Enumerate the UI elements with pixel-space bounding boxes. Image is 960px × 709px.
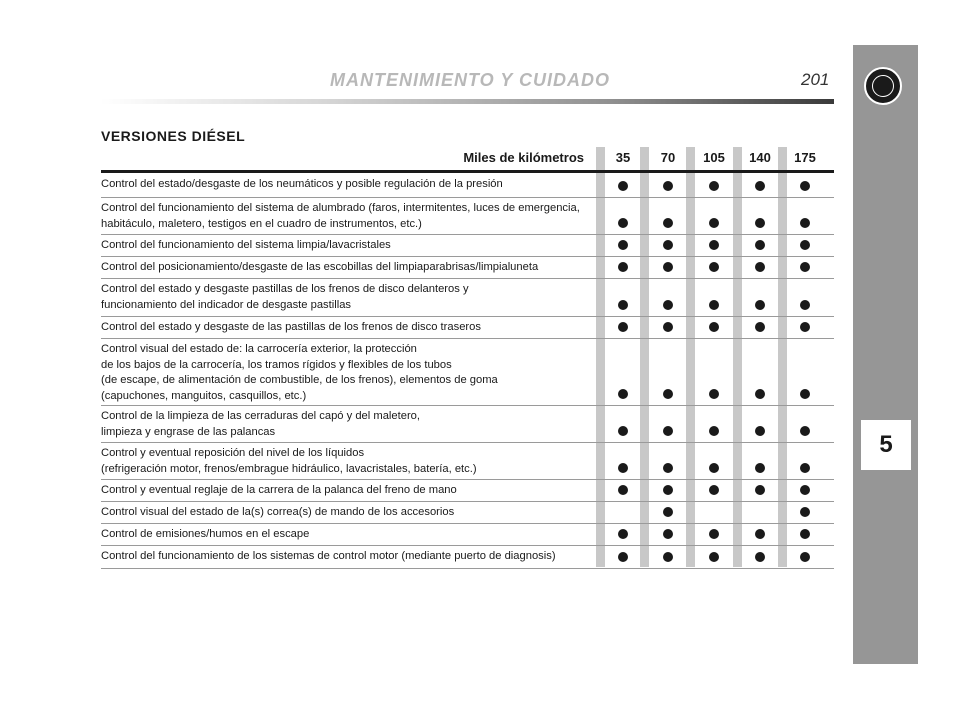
check-dot-icon — [663, 552, 673, 562]
check-dot-icon — [618, 463, 628, 473]
chapter-number: 5 — [861, 420, 911, 470]
page-number: 201 — [801, 70, 830, 89]
check-dot-icon — [618, 300, 628, 310]
check-dot-icon — [709, 426, 719, 436]
km-column-header: 35 — [615, 150, 631, 165]
check-dot-icon — [663, 463, 673, 473]
table-row — [101, 338, 834, 406]
check-dot-icon — [755, 485, 765, 495]
row-label: Control de la limpieza de las cerraduras del capó y del maletero, limpieza y engrase de las palancas — [101, 410, 421, 438]
check-dot-icon — [800, 463, 810, 473]
check-dot-icon — [709, 552, 719, 562]
table-row — [101, 316, 834, 339]
check-dot-icon — [800, 529, 810, 539]
check-dot-icon — [709, 529, 719, 539]
check-dot-icon — [709, 463, 719, 473]
table-row — [101, 173, 834, 198]
alfa-romeo-badge-icon — [864, 67, 902, 105]
check-dot-icon — [618, 218, 628, 228]
check-dot-icon — [800, 552, 810, 562]
check-dot-icon — [618, 552, 628, 562]
check-dot-icon — [663, 218, 673, 228]
check-dot-icon — [663, 262, 673, 272]
check-dot-icon — [618, 426, 628, 436]
row-label: Control de emisiones/humos en el escape — [101, 528, 310, 540]
check-dot-icon — [755, 529, 765, 539]
check-dot-icon — [800, 485, 810, 495]
row-label: Control del funcionamiento del sistema limpia/lavacristales — [101, 239, 391, 251]
check-dot-icon — [618, 389, 628, 399]
row-label: Control visual del estado de la(s) correa(s) de mando de los accesorios — [101, 506, 455, 518]
check-dot-icon — [800, 262, 810, 272]
km-column-header: 140 — [749, 150, 771, 165]
row-label: Control del posicionamiento/desgaste de las escobillas del limpiaparabrisas/limpialuneta — [101, 261, 539, 273]
table-row — [101, 234, 834, 257]
check-dot-icon — [755, 300, 765, 310]
check-dot-icon — [755, 262, 765, 272]
check-dot-icon — [709, 218, 719, 228]
check-dot-icon — [755, 322, 765, 332]
header-rule — [100, 99, 834, 104]
check-dot-icon — [755, 552, 765, 562]
table-row — [101, 442, 834, 480]
km-column-header: 70 — [660, 150, 676, 165]
check-dot-icon — [618, 262, 628, 272]
row-label: Control del estado y desgaste de las pastillas de los frenos de disco traseros — [101, 321, 481, 333]
table-row — [101, 479, 834, 502]
check-dot-icon — [709, 389, 719, 399]
check-dot-icon — [800, 218, 810, 228]
check-dot-icon — [709, 300, 719, 310]
check-dot-icon — [663, 322, 673, 332]
check-dot-icon — [800, 426, 810, 436]
table-row — [101, 405, 834, 443]
table-row — [101, 523, 834, 546]
check-dot-icon — [618, 181, 628, 191]
table-row — [101, 501, 834, 524]
check-dot-icon — [709, 485, 719, 495]
check-dot-icon — [663, 485, 673, 495]
row-label: Control del funcionamiento de los sistemas de control motor (mediante puerto de diagnosis) — [101, 550, 556, 562]
row-label: Control del estado/desgaste de los neumáticos y posible regulación de la presión — [101, 178, 503, 190]
check-dot-icon — [618, 240, 628, 250]
km-column-header: 175 — [794, 150, 816, 165]
check-dot-icon — [618, 529, 628, 539]
table-row — [101, 278, 834, 317]
check-dot-icon — [663, 181, 673, 191]
row-label: Control visual del estado de: la carrocería exterior, la protección de los bajos de la carrocería, los tramos rígidos y flexibles de los tubos (de escape, de alimentación de combustible, de los frenos), elementos de goma (capuchones, manguitos, casquillos, etc.) — [101, 343, 498, 402]
check-dot-icon — [800, 507, 810, 517]
table-row — [101, 545, 834, 569]
check-dot-icon — [755, 463, 765, 473]
check-dot-icon — [800, 300, 810, 310]
chapter-side-tab — [853, 45, 918, 664]
row-label: Control y eventual reglaje de la carrera de la palanca del freno de mano — [101, 484, 457, 496]
check-dot-icon — [800, 240, 810, 250]
section-title: VERSIONES DIÉSEL — [101, 128, 246, 144]
check-dot-icon — [709, 322, 719, 332]
check-dot-icon — [800, 181, 810, 191]
check-dot-icon — [663, 300, 673, 310]
check-dot-icon — [755, 240, 765, 250]
row-label: Control del estado y desgaste pastillas de los frenos de disco delanteros y funcionamiento del indicador de desgaste pastillas — [101, 283, 469, 311]
check-dot-icon — [663, 240, 673, 250]
row-label: Control y eventual reposición del nivel de los líquidos (refrigeración motor, frenos/embrague hidráulico, lavacristales, batería, etc.) — [101, 447, 477, 475]
check-dot-icon — [755, 181, 765, 191]
check-dot-icon — [663, 389, 673, 399]
row-label: Control del funcionamiento del sistema de alumbrado (faros, intermitentes, luces de emergencia, habitáculo, maletero, testigos en el cuadro de instrumentos, etc.) — [101, 202, 580, 230]
check-dot-icon — [755, 426, 765, 436]
page-header-title: MANTENIMIENTO Y CUIDADO — [330, 70, 611, 90]
check-dot-icon — [800, 389, 810, 399]
check-dot-icon — [663, 426, 673, 436]
check-dot-icon — [663, 507, 673, 517]
check-dot-icon — [755, 389, 765, 399]
check-dot-icon — [663, 529, 673, 539]
km-header-label: Miles de kilómetros — [463, 150, 584, 165]
table-row — [101, 197, 834, 235]
check-dot-icon — [709, 240, 719, 250]
check-dot-icon — [618, 322, 628, 332]
check-dot-icon — [618, 485, 628, 495]
check-dot-icon — [755, 218, 765, 228]
check-dot-icon — [709, 262, 719, 272]
check-dot-icon — [709, 181, 719, 191]
check-dot-icon — [800, 322, 810, 332]
table-row — [101, 256, 834, 279]
km-column-header: 105 — [703, 150, 725, 165]
